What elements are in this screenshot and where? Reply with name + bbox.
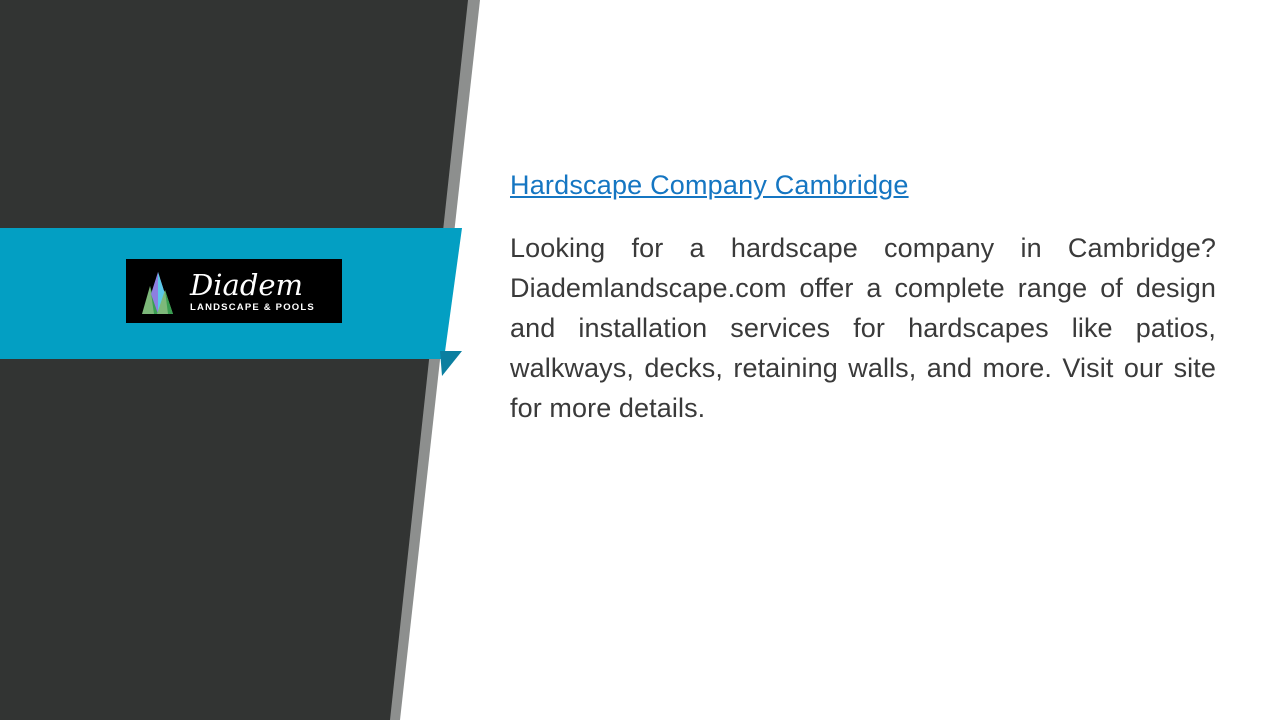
company-logo — [126, 259, 342, 323]
logo-brand-name: Diadem — [190, 267, 304, 302]
logo-text-block — [190, 267, 315, 313]
teal-banner-fold — [440, 351, 462, 376]
title-link[interactable]: Hardscape Company Cambridge — [510, 170, 909, 200]
content-area — [510, 168, 1216, 455]
body-paragraph: Looking for a hardscape company in Cambridge? Diademlandscape.com offer a complete range of design and installation services for hardscapes like patios, walkways, decks, retaining walls, and more. Visit our site for more details. — [510, 233, 1216, 423]
logo-tagline: LANDSCAPE & POOLS — [190, 301, 315, 313]
mountain-peaks-icon — [132, 268, 188, 314]
